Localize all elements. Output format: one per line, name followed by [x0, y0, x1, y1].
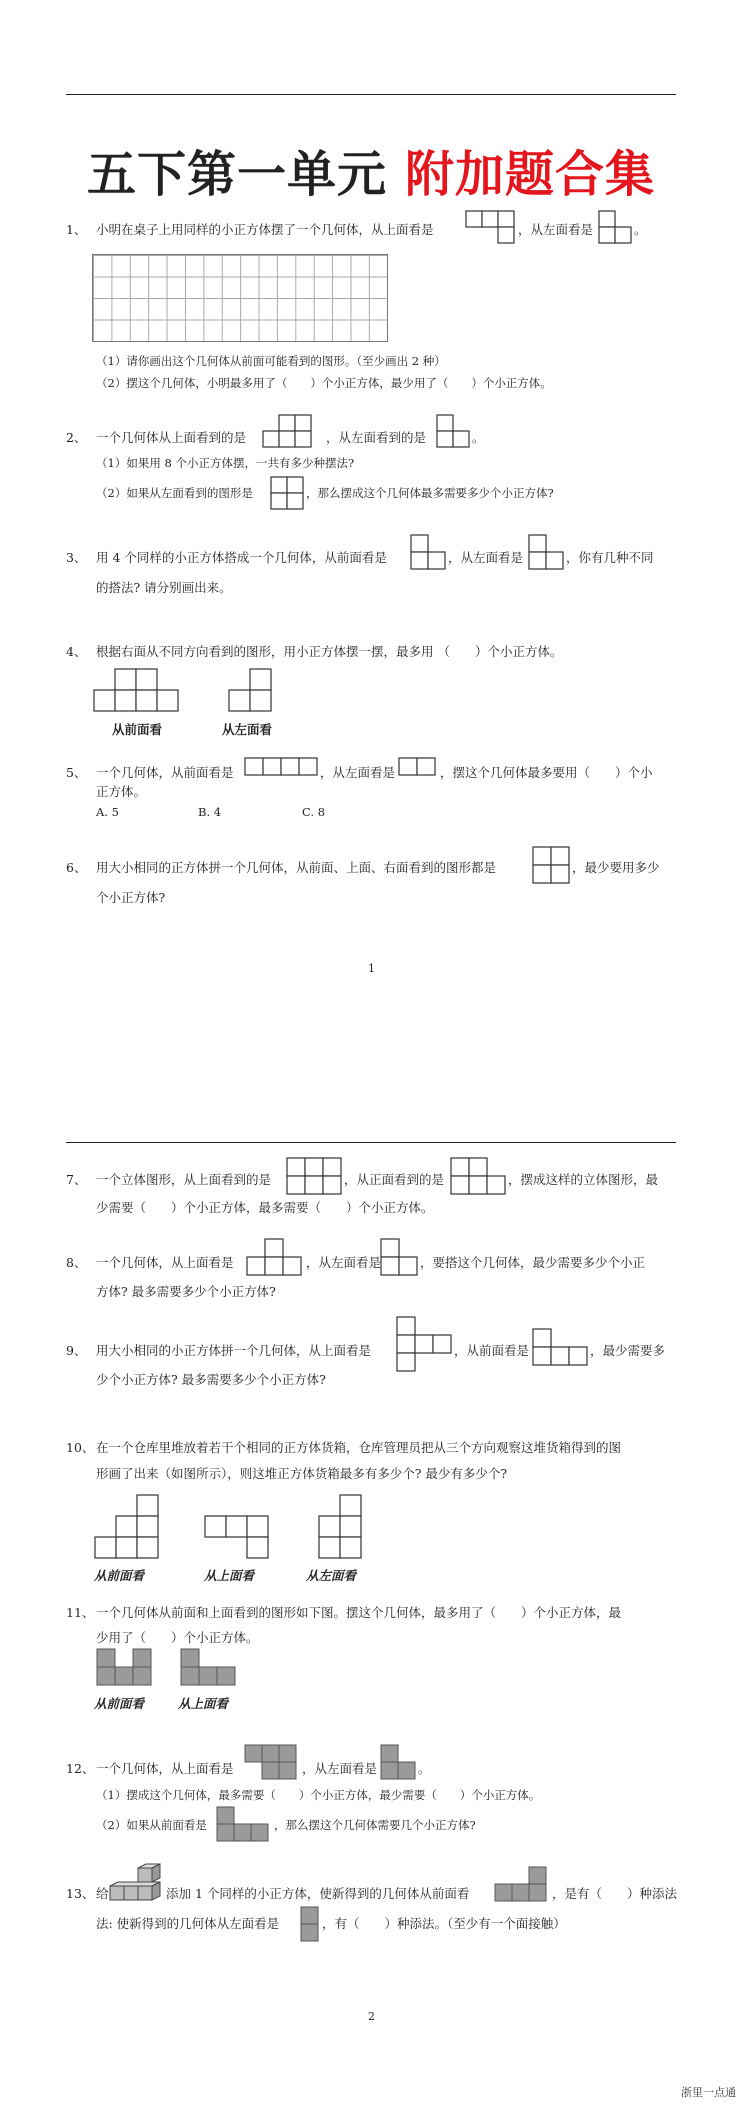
option-b: B. 4	[198, 805, 222, 819]
figure-label: 从左面看	[222, 722, 273, 737]
question-text: ，有（ ）种添法。（至少有一个面接触）	[322, 1916, 566, 1931]
question-text: ，从左面看是	[518, 222, 594, 237]
question-text: ，从左面看是	[306, 1255, 382, 1270]
option-c: C. 8	[302, 805, 326, 819]
question-number: 5、	[66, 765, 87, 780]
page2-top-rule	[66, 1142, 676, 1143]
question-text: 方体? 最多需要多少个小正方体?	[96, 1284, 276, 1299]
sub-question: （2）如果从左面看到的图形是	[96, 486, 253, 500]
sub-question: （1）请你画出这个几何体从前面可能看到的图形。（至少画出 2 种）	[96, 354, 446, 368]
question-text: 一个几何体，从上面看是	[96, 1255, 234, 1270]
figure-label: 从上面看	[178, 1696, 229, 1711]
option-a: A. 5	[96, 805, 119, 819]
question-text: 少需要（ ）个小正方体，最多需要（ ）个小正方体。	[96, 1200, 434, 1215]
sub-question: ，那么摆成这个几何体最多需要多少个小正方体?	[306, 486, 554, 500]
question-text: ，从左面看到的是	[326, 430, 427, 445]
figure-label: 从上面看	[204, 1568, 255, 1583]
figure-top-view	[286, 1157, 342, 1195]
question-text: ，从左面看是	[448, 550, 524, 565]
page-number: 1	[368, 962, 375, 975]
question-text: 用大小相同的小正方体拼一个几何体，从上面看是	[96, 1343, 372, 1358]
figure-front-view	[450, 1157, 506, 1195]
figure-front-view	[93, 668, 181, 712]
question-text: ，是有（ ）种添法	[552, 1886, 678, 1901]
page-number: 2	[368, 2010, 375, 2023]
question-number: 9、	[66, 1343, 87, 1358]
figure-left-view	[300, 1906, 320, 1942]
question-text: 一个几何体，从上面看是	[96, 1761, 234, 1776]
question-text: 一个几何体，从前面看是	[96, 765, 234, 780]
title-black: 五下第一单元	[86, 146, 387, 203]
figure-front-view	[96, 1648, 154, 1686]
figure-label: 从前面看	[94, 1568, 145, 1583]
figure-left-view	[380, 1744, 420, 1780]
question-text: 。	[472, 430, 485, 445]
question-number: 13、	[66, 1886, 95, 1901]
figure-left-view	[318, 1494, 364, 1558]
top-rule	[66, 94, 676, 95]
sub-question: （1）摆成这个几何体，最多需要（ ）个小正方体，最少需要（ ）个小正方体。	[96, 1788, 541, 1802]
figure-top-view	[246, 1238, 302, 1276]
figure-left-view	[228, 668, 274, 712]
sub-question: （2）如果从前面看是	[96, 1818, 207, 1832]
figure-top-view	[244, 1744, 300, 1780]
question-text: 添加 1 个同样的小正方体，使新得到的几何体从前面看	[166, 1886, 470, 1901]
figure-label: 从前面看	[112, 722, 163, 737]
question-text: 一个立体图形，从上面看到的是	[96, 1172, 272, 1187]
figure-left-view	[436, 414, 472, 448]
figure-top-view	[262, 414, 326, 448]
figure-top-view	[465, 210, 515, 244]
figure-left-view	[528, 534, 564, 570]
watermark: 浙里一点通	[681, 2086, 736, 2099]
question-text: ，从左面看是	[302, 1761, 378, 1776]
figure-front-view	[410, 534, 446, 570]
figure-front-view	[94, 1494, 164, 1558]
question-text: 形画了出来（如图所示），则这堆正方体货箱最多有多少个? 最少有多少个?	[96, 1466, 508, 1481]
question-text: ，最少要用多少	[572, 860, 660, 875]
figure-label: 从前面看	[94, 1696, 145, 1711]
figure-left-view	[380, 1238, 418, 1276]
question-text: 一个几何体从前面和上面看到的图形如下图。摆这个几何体，最多用了（ ）个小正方体，最	[96, 1605, 622, 1620]
question-text: 给	[96, 1886, 109, 1901]
question-text: ，最少需要多	[590, 1343, 666, 1358]
question-text: 少个小正方体? 最多需要多少个小正方体?	[96, 1372, 326, 1387]
question-number: 4、	[66, 644, 87, 659]
figure-top-view	[180, 1648, 238, 1686]
question-text: 用大小相同的正方体拼一个几何体，从前面、上面、右面看到的图形都是	[96, 860, 497, 875]
question-number: 2、	[66, 430, 87, 445]
sub-question: ，那么摆这个几何体需要几个小正方体?	[274, 1818, 476, 1832]
question-text: ，从前面看是	[454, 1343, 530, 1358]
figure-top-view	[396, 1316, 452, 1372]
figure-left-view	[270, 476, 306, 510]
drawing-grid	[92, 254, 388, 342]
figure-front-view	[532, 1328, 588, 1366]
figure-front-view	[216, 1806, 272, 1842]
question-text: 。	[418, 1761, 431, 1776]
question-number: 8、	[66, 1255, 87, 1270]
question-number: 7、	[66, 1172, 87, 1187]
question-text: 。	[634, 222, 647, 237]
question-text: ，摆成这样的立体图形，最	[508, 1172, 659, 1187]
question-text: 用 4 个同样的小正方体搭成一个几何体，从前面看是	[96, 550, 387, 565]
question-text: 在一个仓库里堆放着若干个相同的正方体货箱，仓库管理员把从三个方向观察这堆货箱得到的图	[96, 1440, 622, 1455]
question-text: ，从正面看到的是	[344, 1172, 445, 1187]
question-number: 12、	[66, 1761, 95, 1776]
question-number: 11、	[66, 1605, 95, 1620]
page-title	[66, 136, 676, 206]
question-text: 的搭法? 请分别画出来。	[96, 580, 232, 595]
figure-left-view	[398, 757, 438, 777]
figure-front-view	[244, 757, 318, 777]
figure-top-view	[204, 1515, 274, 1559]
question-text: 少用了（ ）个小正方体。	[96, 1630, 259, 1645]
question-text: ，你有几种不同	[566, 550, 654, 565]
question-text: 个小正方体?	[96, 890, 166, 905]
question-text: ，摆这个几何体最多要用（ ）个小	[440, 765, 653, 780]
title-red: 附加题合集	[405, 146, 656, 203]
question-text: 小明在桌子上用同样的小正方体摆了一个几何体，从上面看是	[96, 222, 434, 237]
question-number: 1、	[66, 222, 87, 237]
question-text: ，从左面看是	[320, 765, 396, 780]
sub-question: （2）摆这个几何体，小明最多用了（ ）个小正方体，最少用了（ ）个小正方体。	[96, 376, 552, 390]
question-text: 根据右面从不同方向看到的图形，用小正方体摆一摆，最多用 （ ）个小正方体。	[96, 644, 563, 659]
figure-front-view	[494, 1866, 550, 1902]
figure-label: 从左面看	[306, 1568, 357, 1583]
question-text: ，要搭这个几何体，最少需要多少个小正	[420, 1255, 646, 1270]
question-text: 法: 使新得到的几何体从左面看是	[96, 1916, 280, 1931]
question-text: 正方体。	[96, 784, 147, 799]
sub-question: （1）如果用 8 个小正方体摆，一共有多少种摆法?	[96, 456, 355, 470]
question-number: 10、	[66, 1440, 95, 1455]
figure-view	[532, 846, 570, 884]
cube-stack-figure	[108, 1864, 164, 1908]
question-number: 6、	[66, 860, 87, 875]
question-number: 3、	[66, 550, 87, 565]
question-text: 一个几何体从上面看到的是	[96, 430, 247, 445]
figure-left-view	[598, 210, 634, 244]
